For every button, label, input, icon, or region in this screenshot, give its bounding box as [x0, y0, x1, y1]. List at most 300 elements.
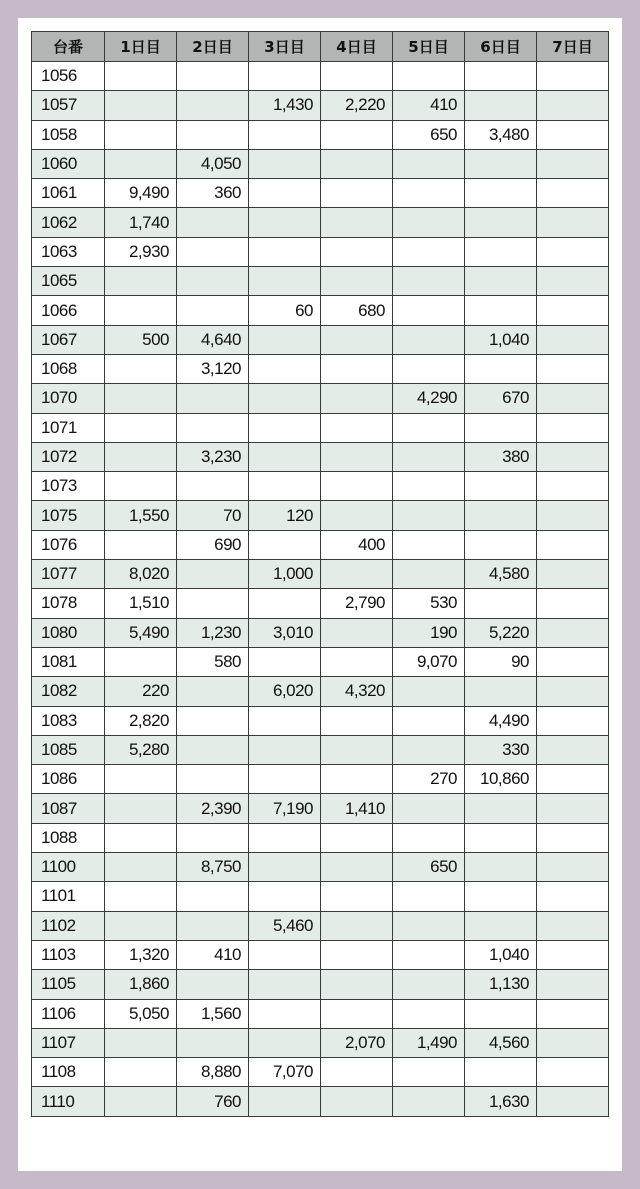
- day-4-cell: [321, 62, 393, 91]
- table-row: [32, 677, 609, 706]
- day-4-cell: [321, 560, 393, 589]
- day-5-cell: [393, 794, 465, 823]
- day-4-cell: [321, 120, 393, 149]
- day-1-cell: [105, 765, 177, 794]
- day-7-cell: [537, 706, 609, 735]
- machine-number-cell: 1087: [32, 794, 105, 823]
- day-6-cell: [465, 999, 537, 1028]
- day-1-cell: [105, 823, 177, 852]
- machine-number-cell: 1066: [32, 296, 105, 325]
- table-row: [32, 208, 609, 237]
- day-1-cell: [105, 882, 177, 911]
- table-row: [32, 560, 609, 589]
- day-1-cell: [105, 530, 177, 559]
- day-4-cell: 4,320: [321, 677, 393, 706]
- day-6-cell: 1,040: [465, 940, 537, 969]
- day-6-cell: [465, 354, 537, 383]
- day-5-cell: [393, 62, 465, 91]
- day-3-cell: [249, 237, 321, 266]
- day-2-cell: 760: [177, 1087, 249, 1116]
- table-row: [32, 882, 609, 911]
- day-4-cell: [321, 647, 393, 676]
- table-row: [32, 1028, 609, 1057]
- day-6-cell: 5,220: [465, 618, 537, 647]
- day-2-cell: 360: [177, 179, 249, 208]
- header-day-3: 3日目: [249, 32, 321, 62]
- day-7-cell: [537, 823, 609, 852]
- table-row: [32, 62, 609, 91]
- machine-number-cell: 1082: [32, 677, 105, 706]
- day-4-cell: [321, 354, 393, 383]
- day-1-cell: [105, 296, 177, 325]
- machine-number-cell: 1061: [32, 179, 105, 208]
- table-row: [32, 325, 609, 354]
- day-3-cell: 60: [249, 296, 321, 325]
- header-day-7: 7日目: [537, 32, 609, 62]
- day-4-cell: 680: [321, 296, 393, 325]
- day-7-cell: [537, 589, 609, 618]
- day-1-cell: [105, 853, 177, 882]
- day-5-cell: [393, 413, 465, 442]
- table-row: [32, 501, 609, 530]
- day-2-cell: [177, 1028, 249, 1057]
- machine-number-cell: 1083: [32, 706, 105, 735]
- machine-number-cell: 1086: [32, 765, 105, 794]
- day-3-cell: [249, 706, 321, 735]
- day-3-cell: 1,000: [249, 560, 321, 589]
- day-5-cell: [393, 237, 465, 266]
- machine-number-cell: 1103: [32, 940, 105, 969]
- day-7-cell: [537, 267, 609, 296]
- day-1-cell: [105, 413, 177, 442]
- day-2-cell: 1,230: [177, 618, 249, 647]
- day-5-cell: [393, 325, 465, 354]
- machine-number-cell: 1071: [32, 413, 105, 442]
- day-3-cell: [249, 384, 321, 413]
- machine-number-cell: 1108: [32, 1058, 105, 1087]
- day-2-cell: 410: [177, 940, 249, 969]
- table-row: [32, 237, 609, 266]
- day-7-cell: [537, 1087, 609, 1116]
- day-6-cell: [465, 794, 537, 823]
- day-7-cell: [537, 1028, 609, 1057]
- day-5-cell: [393, 267, 465, 296]
- day-1-cell: [105, 267, 177, 296]
- day-1-cell: [105, 354, 177, 383]
- machine-number-cell: 1110: [32, 1087, 105, 1116]
- day-2-cell: [177, 735, 249, 764]
- day-7-cell: [537, 413, 609, 442]
- day-2-cell: 4,640: [177, 325, 249, 354]
- day-2-cell: [177, 823, 249, 852]
- day-7-cell: [537, 530, 609, 559]
- header-day-5: 5日目: [393, 32, 465, 62]
- day-7-cell: [537, 62, 609, 91]
- day-3-cell: [249, 354, 321, 383]
- table-row: [32, 120, 609, 149]
- day-5-cell: [393, 1058, 465, 1087]
- day-5-cell: [393, 735, 465, 764]
- day-6-cell: 4,580: [465, 560, 537, 589]
- day-7-cell: [537, 794, 609, 823]
- day-4-cell: 2,220: [321, 91, 393, 120]
- day-2-cell: [177, 472, 249, 501]
- table-row: [32, 589, 609, 618]
- day-3-cell: [249, 62, 321, 91]
- machine-number-cell: 1070: [32, 384, 105, 413]
- day-4-cell: 1,410: [321, 794, 393, 823]
- table-row: [32, 472, 609, 501]
- day-6-cell: 380: [465, 442, 537, 471]
- day-6-cell: [465, 589, 537, 618]
- table-row: [32, 911, 609, 940]
- day-4-cell: [321, 853, 393, 882]
- machine-number-cell: 1101: [32, 882, 105, 911]
- day-6-cell: 4,560: [465, 1028, 537, 1057]
- day-1-cell: 5,280: [105, 735, 177, 764]
- day-7-cell: [537, 120, 609, 149]
- day-2-cell: [177, 765, 249, 794]
- table-row: [32, 1087, 609, 1116]
- header-day-6: 6日目: [465, 32, 537, 62]
- day-4-cell: [321, 472, 393, 501]
- day-4-cell: [321, 179, 393, 208]
- day-6-cell: [465, 62, 537, 91]
- machine-number-cell: 1106: [32, 999, 105, 1028]
- day-7-cell: [537, 296, 609, 325]
- day-4-cell: [321, 149, 393, 178]
- table-row: [32, 149, 609, 178]
- day-7-cell: [537, 1058, 609, 1087]
- day-2-cell: [177, 677, 249, 706]
- day-4-cell: 400: [321, 530, 393, 559]
- table-row: [32, 940, 609, 969]
- day-2-cell: 3,120: [177, 354, 249, 383]
- day-6-cell: [465, 823, 537, 852]
- day-6-cell: [465, 677, 537, 706]
- day-7-cell: [537, 765, 609, 794]
- machine-number-cell: 1060: [32, 149, 105, 178]
- day-4-cell: [321, 970, 393, 999]
- machine-number-cell: 1057: [32, 91, 105, 120]
- table-row: [32, 91, 609, 120]
- day-5-cell: [393, 970, 465, 999]
- day-2-cell: [177, 208, 249, 237]
- table-body: [32, 62, 609, 1117]
- day-6-cell: 330: [465, 735, 537, 764]
- table-row: [32, 530, 609, 559]
- day-7-cell: [537, 208, 609, 237]
- table-row: [32, 179, 609, 208]
- day-1-cell: [105, 91, 177, 120]
- machine-number-cell: 1058: [32, 120, 105, 149]
- day-5-cell: [393, 530, 465, 559]
- day-3-cell: [249, 823, 321, 852]
- day-6-cell: 1,040: [465, 325, 537, 354]
- day-3-cell: 7,190: [249, 794, 321, 823]
- day-1-cell: [105, 1087, 177, 1116]
- day-2-cell: [177, 296, 249, 325]
- day-3-cell: [249, 940, 321, 969]
- table-row: [32, 970, 609, 999]
- day-7-cell: [537, 677, 609, 706]
- machine-number-cell: 1073: [32, 472, 105, 501]
- day-1-cell: [105, 911, 177, 940]
- day-5-cell: [393, 882, 465, 911]
- day-4-cell: [321, 413, 393, 442]
- day-1-cell: 1,860: [105, 970, 177, 999]
- day-1-cell: [105, 62, 177, 91]
- day-3-cell: 120: [249, 501, 321, 530]
- day-7-cell: [537, 618, 609, 647]
- day-3-cell: [249, 267, 321, 296]
- day-4-cell: [321, 823, 393, 852]
- day-3-cell: 6,020: [249, 677, 321, 706]
- day-6-cell: 1,130: [465, 970, 537, 999]
- machine-number-cell: 1063: [32, 237, 105, 266]
- day-2-cell: 4,050: [177, 149, 249, 178]
- machine-number-cell: 1081: [32, 647, 105, 676]
- day-2-cell: 690: [177, 530, 249, 559]
- day-5-cell: 270: [393, 765, 465, 794]
- day-2-cell: [177, 384, 249, 413]
- day-7-cell: [537, 735, 609, 764]
- machine-number-cell: 1080: [32, 618, 105, 647]
- machine-number-cell: 1105: [32, 970, 105, 999]
- header-row: [32, 32, 609, 62]
- day-2-cell: [177, 91, 249, 120]
- day-1-cell: 5,050: [105, 999, 177, 1028]
- day-1-cell: 220: [105, 677, 177, 706]
- day-7-cell: [537, 882, 609, 911]
- day-6-cell: [465, 267, 537, 296]
- day-7-cell: [537, 472, 609, 501]
- day-5-cell: [393, 208, 465, 237]
- day-5-cell: 190: [393, 618, 465, 647]
- day-7-cell: [537, 501, 609, 530]
- day-6-cell: 3,480: [465, 120, 537, 149]
- day-2-cell: 8,880: [177, 1058, 249, 1087]
- day-2-cell: [177, 62, 249, 91]
- day-5-cell: 4,290: [393, 384, 465, 413]
- day-2-cell: [177, 882, 249, 911]
- data-table: [31, 31, 609, 1117]
- table-row: [32, 267, 609, 296]
- day-1-cell: 500: [105, 325, 177, 354]
- table-row: [32, 384, 609, 413]
- day-1-cell: [105, 384, 177, 413]
- day-7-cell: [537, 325, 609, 354]
- day-3-cell: [249, 589, 321, 618]
- machine-number-cell: 1100: [32, 853, 105, 882]
- table-row: [32, 853, 609, 882]
- day-4-cell: 2,070: [321, 1028, 393, 1057]
- day-7-cell: [537, 91, 609, 120]
- day-4-cell: [321, 325, 393, 354]
- day-5-cell: 410: [393, 91, 465, 120]
- day-3-cell: [249, 647, 321, 676]
- day-3-cell: [249, 853, 321, 882]
- table-row: [32, 1058, 609, 1087]
- day-3-cell: 3,010: [249, 618, 321, 647]
- machine-number-cell: 1107: [32, 1028, 105, 1057]
- table-row: [32, 413, 609, 442]
- day-6-cell: [465, 882, 537, 911]
- machine-number-cell: 1067: [32, 325, 105, 354]
- day-1-cell: [105, 1058, 177, 1087]
- day-5-cell: [393, 677, 465, 706]
- day-5-cell: 530: [393, 589, 465, 618]
- table-panel: [18, 18, 622, 1171]
- day-2-cell: [177, 413, 249, 442]
- header-day-1: 1日目: [105, 32, 177, 62]
- day-3-cell: 7,070: [249, 1058, 321, 1087]
- header-day-2: 2日目: [177, 32, 249, 62]
- machine-number-cell: 1088: [32, 823, 105, 852]
- day-6-cell: 10,860: [465, 765, 537, 794]
- table-row: [32, 823, 609, 852]
- day-5-cell: [393, 354, 465, 383]
- day-3-cell: [249, 882, 321, 911]
- day-1-cell: 9,490: [105, 179, 177, 208]
- day-5-cell: [393, 501, 465, 530]
- day-1-cell: [105, 1028, 177, 1057]
- day-1-cell: 8,020: [105, 560, 177, 589]
- day-6-cell: 90: [465, 647, 537, 676]
- day-7-cell: [537, 354, 609, 383]
- day-2-cell: 8,750: [177, 853, 249, 882]
- table-row: [32, 999, 609, 1028]
- day-3-cell: [249, 1028, 321, 1057]
- day-7-cell: [537, 149, 609, 178]
- day-6-cell: [465, 853, 537, 882]
- day-4-cell: [321, 999, 393, 1028]
- day-7-cell: [537, 560, 609, 589]
- day-1-cell: 1,320: [105, 940, 177, 969]
- day-6-cell: [465, 472, 537, 501]
- day-5-cell: 1,490: [393, 1028, 465, 1057]
- day-7-cell: [537, 384, 609, 413]
- day-7-cell: [537, 647, 609, 676]
- day-4-cell: [321, 501, 393, 530]
- machine-number-cell: 1075: [32, 501, 105, 530]
- day-3-cell: [249, 208, 321, 237]
- day-1-cell: 5,490: [105, 618, 177, 647]
- day-1-cell: 1,740: [105, 208, 177, 237]
- day-7-cell: [537, 970, 609, 999]
- day-1-cell: [105, 472, 177, 501]
- day-1-cell: [105, 120, 177, 149]
- day-5-cell: 9,070: [393, 647, 465, 676]
- day-3-cell: [249, 970, 321, 999]
- day-4-cell: [321, 384, 393, 413]
- day-7-cell: [537, 911, 609, 940]
- day-2-cell: [177, 560, 249, 589]
- day-4-cell: [321, 940, 393, 969]
- day-1-cell: [105, 647, 177, 676]
- day-1-cell: [105, 149, 177, 178]
- day-6-cell: 4,490: [465, 706, 537, 735]
- day-3-cell: [249, 999, 321, 1028]
- day-4-cell: [321, 267, 393, 296]
- machine-number-cell: 1076: [32, 530, 105, 559]
- day-4-cell: [321, 237, 393, 266]
- day-2-cell: 2,390: [177, 794, 249, 823]
- table-row: [32, 735, 609, 764]
- day-4-cell: [321, 618, 393, 647]
- day-4-cell: [321, 735, 393, 764]
- day-4-cell: [321, 1087, 393, 1116]
- day-5-cell: [393, 472, 465, 501]
- day-6-cell: 1,630: [465, 1087, 537, 1116]
- day-6-cell: [465, 91, 537, 120]
- table-row: [32, 354, 609, 383]
- day-4-cell: [321, 882, 393, 911]
- day-3-cell: [249, 1087, 321, 1116]
- day-6-cell: [465, 413, 537, 442]
- day-4-cell: [321, 442, 393, 471]
- day-5-cell: [393, 149, 465, 178]
- day-7-cell: [537, 940, 609, 969]
- day-3-cell: [249, 325, 321, 354]
- day-2-cell: [177, 120, 249, 149]
- header-day-4: 4日目: [321, 32, 393, 62]
- day-2-cell: [177, 589, 249, 618]
- machine-number-cell: 1078: [32, 589, 105, 618]
- day-2-cell: [177, 267, 249, 296]
- table-row: [32, 442, 609, 471]
- day-4-cell: 2,790: [321, 589, 393, 618]
- table-row: [32, 765, 609, 794]
- day-3-cell: [249, 530, 321, 559]
- day-3-cell: [249, 765, 321, 794]
- day-2-cell: 580: [177, 647, 249, 676]
- day-1-cell: [105, 442, 177, 471]
- table-row: [32, 647, 609, 676]
- day-6-cell: [465, 1058, 537, 1087]
- day-4-cell: [321, 208, 393, 237]
- day-5-cell: [393, 179, 465, 208]
- day-3-cell: 1,430: [249, 91, 321, 120]
- day-4-cell: [321, 706, 393, 735]
- day-5-cell: [393, 296, 465, 325]
- machine-number-cell: 1062: [32, 208, 105, 237]
- day-6-cell: [465, 296, 537, 325]
- machine-number-cell: 1077: [32, 560, 105, 589]
- day-3-cell: [249, 442, 321, 471]
- day-2-cell: [177, 911, 249, 940]
- day-6-cell: [465, 911, 537, 940]
- day-6-cell: [465, 149, 537, 178]
- day-7-cell: [537, 999, 609, 1028]
- table-row: [32, 794, 609, 823]
- day-3-cell: [249, 472, 321, 501]
- day-3-cell: [249, 149, 321, 178]
- day-5-cell: [393, 560, 465, 589]
- day-5-cell: [393, 442, 465, 471]
- day-3-cell: 5,460: [249, 911, 321, 940]
- day-5-cell: [393, 823, 465, 852]
- day-2-cell: [177, 706, 249, 735]
- machine-number-cell: 1068: [32, 354, 105, 383]
- day-4-cell: [321, 1058, 393, 1087]
- day-6-cell: [465, 237, 537, 266]
- day-5-cell: 650: [393, 120, 465, 149]
- machine-number-cell: 1065: [32, 267, 105, 296]
- day-7-cell: [537, 237, 609, 266]
- day-7-cell: [537, 442, 609, 471]
- day-5-cell: [393, 1087, 465, 1116]
